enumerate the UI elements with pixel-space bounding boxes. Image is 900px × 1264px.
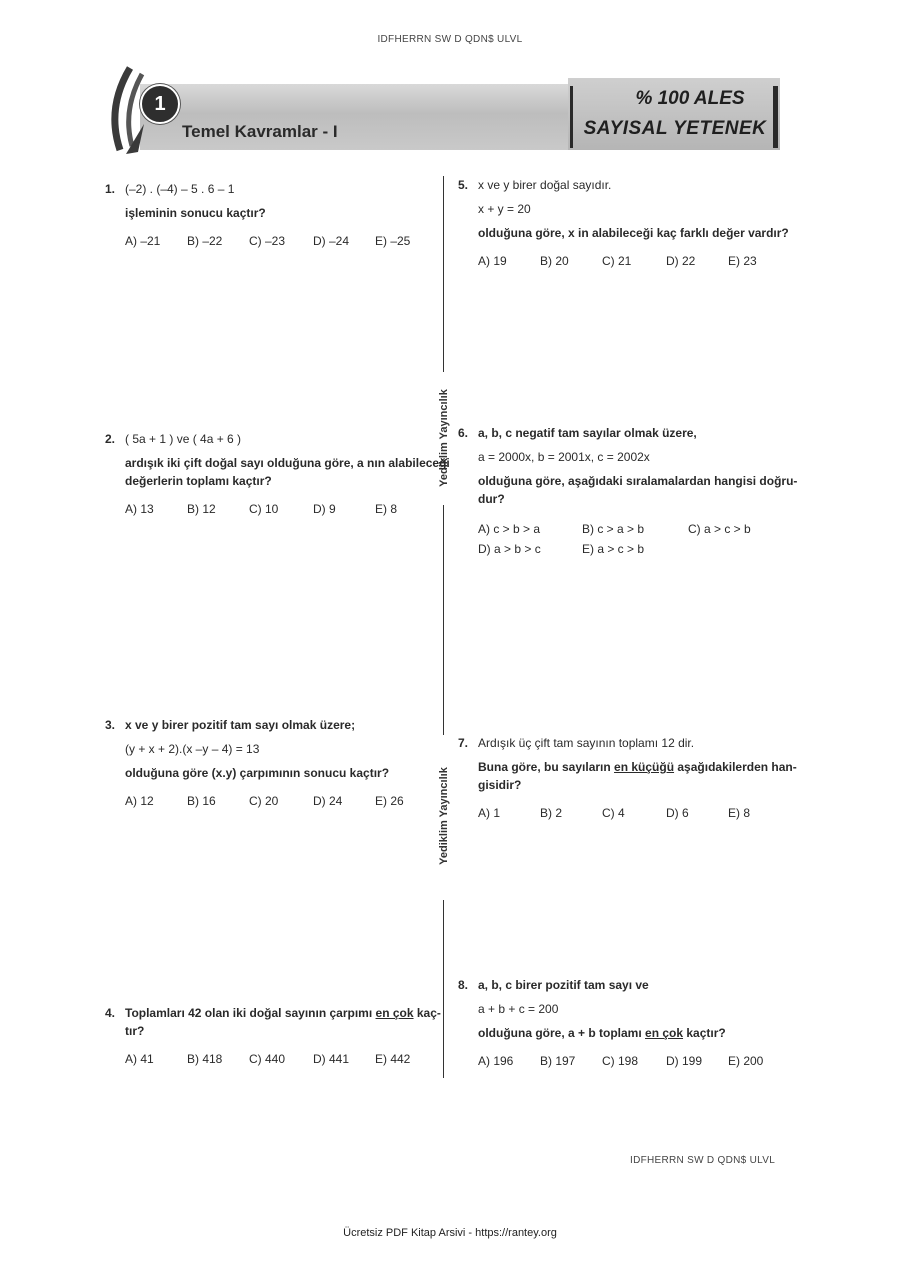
answer-options xyxy=(125,500,450,518)
question-prompt: x ve y birer pozitif tam sayı olmak üzere; xyxy=(125,718,356,732)
option-d: D) a > b > c xyxy=(478,542,541,556)
question-6 xyxy=(458,424,798,558)
answer-options xyxy=(478,1052,763,1070)
option-d: D) 6 xyxy=(666,806,689,820)
question-8 xyxy=(458,976,764,1070)
emphasis-underline: en küçüğü xyxy=(614,760,675,774)
answer-options xyxy=(125,232,410,250)
option-c: C) 4 xyxy=(602,806,625,820)
option-e: E) 8 xyxy=(728,806,751,820)
emphasis-underline: en çok xyxy=(375,1006,414,1020)
question-prompt: değerlerin toplamı kaçtır? xyxy=(125,474,272,488)
answer-options xyxy=(478,252,789,270)
question-7 xyxy=(458,734,797,822)
chapter-header xyxy=(100,58,780,158)
option-d: D) 22 xyxy=(666,254,696,268)
question-prompt: olduğuna göre, aşağıdaki sıralamalardan hangisi doğru- xyxy=(478,474,798,488)
question-2 xyxy=(105,430,450,518)
option-e: E) 23 xyxy=(728,254,757,268)
option-a: A) –21 xyxy=(125,234,161,248)
column-divider xyxy=(443,176,444,372)
option-b: B) 418 xyxy=(187,1052,223,1066)
question-prompt: olduğuna göre, x in alabileceği kaç farklı değer vardır? xyxy=(478,226,789,240)
option-c: C) –23 xyxy=(249,234,286,248)
option-d: D) 9 xyxy=(313,502,336,516)
option-e: E) 26 xyxy=(375,794,404,808)
option-c: C) a > c > b xyxy=(688,522,751,536)
question-prompt: olduğuna göre, a + b toplamı en çok kaçtır? xyxy=(478,1026,726,1040)
chapter-topic: Temel Kavramlar - I xyxy=(182,122,338,141)
option-b: B) 20 xyxy=(540,254,569,268)
option-a: A) 41 xyxy=(125,1052,154,1066)
question-1 xyxy=(105,180,411,250)
question-number: 6. xyxy=(458,426,469,440)
question-prompt: olduğuna göre (x.y) çarpımının sonucu kaçtır? xyxy=(125,766,390,780)
option-a: A) 196 xyxy=(478,1054,514,1068)
option-a: A) 19 xyxy=(478,254,507,268)
column-divider xyxy=(443,900,444,1078)
answer-options xyxy=(125,792,404,810)
option-a: A) 13 xyxy=(125,502,154,516)
answer-options xyxy=(478,520,797,538)
question-expression: (–2) . (–4) – 5 . 6 – 1 xyxy=(125,182,235,196)
option-a: A) 12 xyxy=(125,794,154,808)
question-3 xyxy=(105,716,404,810)
question-4 xyxy=(105,1004,441,1068)
question-prompt: a, b, c birer pozitif tam sayı ve xyxy=(478,978,649,992)
option-b: B) 16 xyxy=(187,794,216,808)
option-e: E) 442 xyxy=(375,1052,411,1066)
option-b: B) c > a > b xyxy=(582,522,645,536)
question-expression: ( 5a + 1 ) ve ( 4a + 6 ) xyxy=(125,432,242,446)
option-d: D) 199 xyxy=(666,1054,703,1068)
page-top-code: IDFHERRN SW D QDN$ ULVL xyxy=(377,34,523,45)
option-b: B) 197 xyxy=(540,1054,576,1068)
question-statement: Ardışık üç çift tam sayının toplamı 12 dir. xyxy=(478,736,695,750)
question-number: 7. xyxy=(458,736,469,750)
option-c: C) 440 xyxy=(249,1052,286,1066)
publisher-side-label: Yediklim Yayıncılık xyxy=(438,389,450,487)
answer-options xyxy=(125,1050,441,1068)
question-number: 1. xyxy=(105,182,116,196)
option-e: E) 8 xyxy=(375,502,398,516)
option-c: C) 21 xyxy=(602,254,632,268)
question-number: 2. xyxy=(105,432,116,446)
column-divider xyxy=(443,505,444,735)
question-prompt: tır? xyxy=(125,1024,145,1038)
question-number: 4. xyxy=(105,1006,116,1020)
question-prompt: gisidir? xyxy=(478,778,522,792)
book-tag-line2: SAYISAL YETENEK xyxy=(583,118,767,139)
option-b: B) 2 xyxy=(540,806,563,820)
answer-options xyxy=(478,804,797,822)
option-a: A) c > b > a xyxy=(478,522,541,536)
question-expression: x + y = 20 xyxy=(478,202,531,216)
option-e: E) 200 xyxy=(728,1054,764,1068)
option-b: B) –22 xyxy=(187,234,223,248)
question-expression: (y + x + 2).(x –y – 4) = 13 xyxy=(125,742,260,756)
page-footer-code: IDFHERRN SW D QDN$ ULVL xyxy=(630,1155,776,1166)
option-c: C) 10 xyxy=(249,502,279,516)
chapter-number-badge: 1 xyxy=(140,84,180,124)
page-footer-link: Ücretsiz PDF Kitap Arsivi - https://rantey.org xyxy=(343,1227,557,1239)
question-prompt: Buna göre, bu sayıların en küçüğü aşağıdakilerden han- xyxy=(478,760,797,774)
question-prompt: a, b, c negatif tam sayılar olmak üzere, xyxy=(478,426,697,440)
option-e: E) –25 xyxy=(375,234,411,248)
option-a: A) 1 xyxy=(478,806,501,820)
option-d: D) –24 xyxy=(313,234,350,248)
option-b: B) 12 xyxy=(187,502,216,516)
question-number: 5. xyxy=(458,178,469,192)
question-number: 3. xyxy=(105,718,116,732)
question-prompt: işleminin sonucu kaçtır? xyxy=(125,206,266,220)
question-statement: x ve y birer doğal sayıdır. xyxy=(478,178,612,192)
book-tag-line1: % 100 ALES xyxy=(635,88,745,109)
question-prompt: ardışık iki çift doğal sayı olduğuna göre, a nın alabileceği xyxy=(125,456,450,470)
question-expression: a + b + c = 200 xyxy=(478,1002,559,1016)
question-number: 8. xyxy=(458,978,469,992)
option-d: D) 24 xyxy=(313,794,343,808)
publisher-side-label: Yediklim Yayıncılık xyxy=(438,767,450,865)
answer-options xyxy=(478,540,797,558)
question-5 xyxy=(458,176,789,270)
question-expression: a = 2000x, b = 2001x, c = 2002x xyxy=(478,450,650,464)
option-e: E) a > c > b xyxy=(582,542,645,556)
option-c: C) 20 xyxy=(249,794,279,808)
question-prompt: dur? xyxy=(478,492,505,506)
option-c: C) 198 xyxy=(602,1054,639,1068)
emphasis-underline: en çok xyxy=(645,1026,684,1040)
option-d: D) 441 xyxy=(313,1052,350,1066)
question-prompt: Toplamları 42 olan iki doğal sayının çarpımı en çok kaç- xyxy=(125,1006,441,1020)
